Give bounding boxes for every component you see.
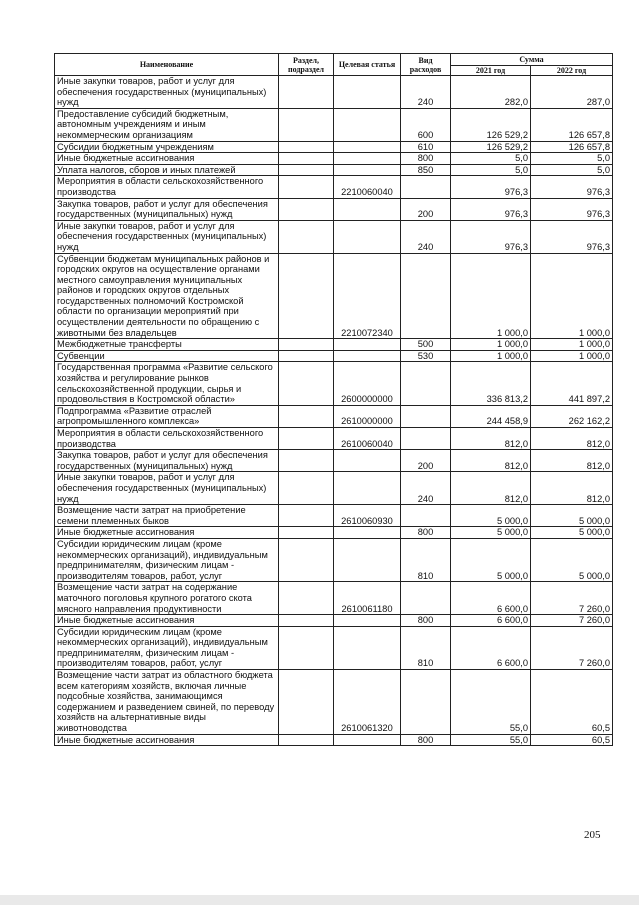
cell-section [279, 505, 334, 527]
cell-name: Предоставление субсидий бюджетным, автономным учреждениям и иным некоммерческим организациям [55, 108, 279, 141]
cell-name: Субсидии бюджетным учреждениям [55, 141, 279, 153]
cell-section [279, 472, 334, 505]
cell-2022: 126 657,8 [531, 108, 613, 141]
cell-name: Государственная программа «Развитие сельского хозяйства и регулирование рынков сельскохозяйственной продукции, сырья и продовольствия в Костромской области» [55, 362, 279, 405]
budget-table [54, 53, 613, 746]
cell-2022: 441 897,2 [531, 362, 613, 405]
cell-2021: 6 600,0 [451, 626, 531, 669]
cell-2021: 976,3 [451, 198, 531, 220]
page-number: 205 [584, 829, 601, 841]
header-section: Раздел, подраздел [279, 54, 334, 76]
cell-name: Субвенции [55, 350, 279, 362]
cell-2022: 5 000,0 [531, 527, 613, 539]
cell-name: Субвенции бюджетам муниципальных районов и городских округов на осуществление органами местного самоуправления муниципальных районов и городских округов отдельных государственных полномочий Костромской области по организации мероприятий при осуществлении деятельности по обращению с животными без владельцев [55, 253, 279, 339]
cell-2021: 126 529,2 [451, 141, 531, 153]
cell-2022: 7 260,0 [531, 615, 613, 627]
table-row [55, 670, 613, 735]
cell-section [279, 153, 334, 165]
cell-type: 530 [401, 350, 451, 362]
cell-2022: 976,3 [531, 198, 613, 220]
cell-target: 2610061320 [334, 670, 401, 735]
cell-2022: 1 000,0 [531, 350, 613, 362]
header-year-2022: 2022 год [531, 66, 613, 76]
cell-section [279, 339, 334, 351]
cell-target: 2610060040 [334, 428, 401, 450]
cell-type: 800 [401, 153, 451, 165]
table-row [55, 405, 613, 427]
table-row [55, 153, 613, 165]
table-row [55, 176, 613, 198]
header-year-2021: 2021 год [451, 66, 531, 76]
header-type: Вид расходов [401, 54, 451, 76]
cell-type: 810 [401, 626, 451, 669]
cell-2022: 287,0 [531, 76, 613, 109]
header-target: Целевая статья [334, 54, 401, 76]
cell-type [401, 428, 451, 450]
cell-name: Мероприятия в области сельскохозяйственного производства [55, 176, 279, 198]
cell-type: 810 [401, 538, 451, 581]
cell-type [401, 582, 451, 615]
cell-2022: 126 657,8 [531, 141, 613, 153]
table-row [55, 76, 613, 109]
cell-2022: 5 000,0 [531, 538, 613, 581]
cell-target: 2600000000 [334, 362, 401, 405]
cell-name: Возмещение части затрат из областного бюджета всем категориям хозяйств, включая личные подсобные хозяйства, занимающимся содержанием и разведением свиней, по переводу хозяйств на альтернативные виды животноводства [55, 670, 279, 735]
table-row [55, 362, 613, 405]
cell-target [334, 350, 401, 362]
cell-target [334, 615, 401, 627]
table-row [55, 108, 613, 141]
cell-target [334, 141, 401, 153]
cell-type: 600 [401, 108, 451, 141]
table-row [55, 350, 613, 362]
cell-2021: 5,0 [451, 164, 531, 176]
cell-name: Иные закупки товаров, работ и услуг для обеспечения государственных (муниципальных) нужд [55, 472, 279, 505]
cell-name: Иные закупки товаров, работ и услуг для обеспечения государственных (муниципальных) нужд [55, 220, 279, 253]
table-row [55, 253, 613, 339]
cell-name: Субсидии юридическим лицам (кроме некоммерческих организаций), индивидуальным предпринимателям, физическим лицам - производителям товаров, работ, услуг [55, 626, 279, 669]
cell-2021: 812,0 [451, 428, 531, 450]
cell-2022: 976,3 [531, 176, 613, 198]
cell-2021: 976,3 [451, 220, 531, 253]
cell-2021: 1 000,0 [451, 350, 531, 362]
cell-name: Уплата налогов, сборов и иных платежей [55, 164, 279, 176]
cell-target [334, 220, 401, 253]
cell-2021: 976,3 [451, 176, 531, 198]
table-row [55, 626, 613, 669]
cell-target [334, 198, 401, 220]
cell-section [279, 350, 334, 362]
cell-name: Межбюджетные трансферты [55, 339, 279, 351]
cell-target: 2210060040 [334, 176, 401, 198]
cell-name: Возмещение части затрат на приобретение семени племенных быков [55, 505, 279, 527]
cell-2021: 5 000,0 [451, 505, 531, 527]
cell-type: 850 [401, 164, 451, 176]
table-row [55, 582, 613, 615]
table-row [55, 472, 613, 505]
cell-2022: 7 260,0 [531, 582, 613, 615]
cell-2022: 812,0 [531, 450, 613, 472]
cell-2021: 812,0 [451, 450, 531, 472]
cell-target [334, 76, 401, 109]
cell-section [279, 538, 334, 581]
cell-type [401, 253, 451, 339]
cell-name: Мероприятия в области сельскохозяйственного производства [55, 428, 279, 450]
cell-section [279, 428, 334, 450]
cell-2022: 976,3 [531, 220, 613, 253]
cell-section [279, 527, 334, 539]
cell-2022: 60,5 [531, 734, 613, 746]
cell-2021: 336 813,2 [451, 362, 531, 405]
cell-section [279, 626, 334, 669]
cell-name: Иные закупки товаров, работ и услуг для обеспечения государственных (муниципальных) нужд [55, 76, 279, 109]
table-row [55, 220, 613, 253]
cell-2022: 1 000,0 [531, 253, 613, 339]
cell-2022: 5 000,0 [531, 505, 613, 527]
cell-2021: 55,0 [451, 670, 531, 735]
cell-2021: 1 000,0 [451, 253, 531, 339]
cell-2021: 55,0 [451, 734, 531, 746]
cell-2021: 5 000,0 [451, 527, 531, 539]
cell-type: 240 [401, 76, 451, 109]
cell-target [334, 164, 401, 176]
cell-name: Иные бюджетные ассигнования [55, 527, 279, 539]
cell-2022: 262 162,2 [531, 405, 613, 427]
cell-target [334, 153, 401, 165]
cell-section [279, 108, 334, 141]
cell-2021: 126 529,2 [451, 108, 531, 141]
table-row [55, 450, 613, 472]
cell-target [334, 472, 401, 505]
cell-target [334, 450, 401, 472]
cell-section [279, 362, 334, 405]
cell-2022: 5,0 [531, 153, 613, 165]
cell-section [279, 450, 334, 472]
cell-2022: 60,5 [531, 670, 613, 735]
cell-type: 610 [401, 141, 451, 153]
cell-2022: 812,0 [531, 472, 613, 505]
cell-section [279, 615, 334, 627]
table-body [55, 76, 613, 746]
cell-2021: 1 000,0 [451, 339, 531, 351]
cell-type: 500 [401, 339, 451, 351]
cell-target: 2610061180 [334, 582, 401, 615]
cell-2021: 6 600,0 [451, 615, 531, 627]
cell-type [401, 505, 451, 527]
cell-type: 240 [401, 220, 451, 253]
cell-2021: 6 600,0 [451, 582, 531, 615]
cell-name: Закупка товаров, работ и услуг для обеспечения государственных (муниципальных) нужд [55, 450, 279, 472]
cell-2022: 812,0 [531, 428, 613, 450]
cell-name: Иные бюджетные ассигнования [55, 153, 279, 165]
table-row [55, 527, 613, 539]
cell-type: 800 [401, 615, 451, 627]
cell-section [279, 734, 334, 746]
cell-type: 800 [401, 527, 451, 539]
cell-section [279, 141, 334, 153]
cell-target [334, 527, 401, 539]
cell-2021: 5,0 [451, 153, 531, 165]
table-row [55, 339, 613, 351]
cell-type [401, 362, 451, 405]
table-row [55, 734, 613, 746]
table-row [55, 428, 613, 450]
cell-2022: 7 260,0 [531, 626, 613, 669]
cell-target [334, 734, 401, 746]
cell-2022: 5,0 [531, 164, 613, 176]
cell-name: Закупка товаров, работ и услуг для обеспечения государственных (муниципальных) нужд [55, 198, 279, 220]
scan-bottom-band [0, 895, 639, 905]
cell-target [334, 339, 401, 351]
cell-type: 200 [401, 450, 451, 472]
cell-name: Субсидии юридическим лицам (кроме некоммерческих организаций), индивидуальным предпринимателям, физическим лицам - производителям товаров, работ, услуг [55, 538, 279, 581]
budget-sheet [54, 53, 612, 746]
cell-section [279, 76, 334, 109]
cell-type: 240 [401, 472, 451, 505]
cell-name: Подпрограмма «Развитие отраслей агропромышленного комплекса» [55, 405, 279, 427]
table-row [55, 615, 613, 627]
header-name: Наименование [55, 54, 279, 76]
cell-section [279, 198, 334, 220]
cell-target [334, 538, 401, 581]
cell-section [279, 220, 334, 253]
cell-2021: 244 458,9 [451, 405, 531, 427]
cell-section [279, 405, 334, 427]
cell-target: 2610060930 [334, 505, 401, 527]
cell-name: Иные бюджетные ассигнования [55, 734, 279, 746]
cell-target: 2210072340 [334, 253, 401, 339]
cell-target [334, 108, 401, 141]
cell-section [279, 176, 334, 198]
table-row [55, 198, 613, 220]
table-row [55, 141, 613, 153]
cell-type: 800 [401, 734, 451, 746]
cell-name: Возмещение части затрат на содержание маточного поголовья крупного рогатого скота мясного направления продуктивности [55, 582, 279, 615]
cell-type [401, 670, 451, 735]
cell-2021: 5 000,0 [451, 538, 531, 581]
table-row [55, 505, 613, 527]
cell-name: Иные бюджетные ассигнования [55, 615, 279, 627]
cell-type [401, 405, 451, 427]
cell-2021: 282,0 [451, 76, 531, 109]
cell-type [401, 176, 451, 198]
cell-section [279, 670, 334, 735]
cell-type: 200 [401, 198, 451, 220]
table-row [55, 164, 613, 176]
cell-section [279, 164, 334, 176]
cell-section [279, 253, 334, 339]
table-header [55, 54, 613, 76]
cell-target [334, 626, 401, 669]
header-sum: Сумма [451, 54, 613, 66]
table-row [55, 538, 613, 581]
cell-target: 2610000000 [334, 405, 401, 427]
cell-2022: 1 000,0 [531, 339, 613, 351]
cell-2021: 812,0 [451, 472, 531, 505]
cell-section [279, 582, 334, 615]
